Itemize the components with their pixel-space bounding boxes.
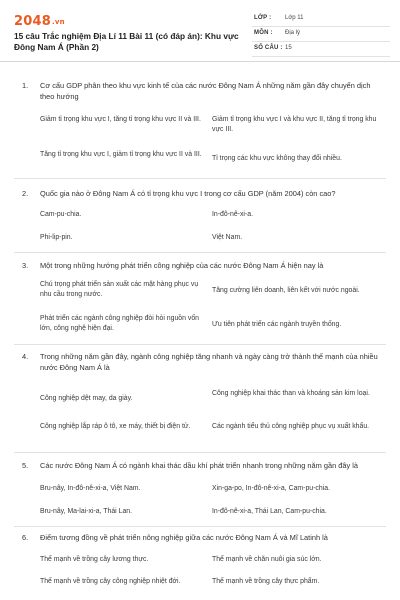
option-c[interactable]: Thế mạnh về trồng cây công nghiệp nhiệt đới. xyxy=(40,578,181,585)
option-a[interactable]: Giảm tỉ trọng khu vực I, tăng tỉ trọng khu vực II và III. xyxy=(40,116,201,123)
option-c[interactable]: Phát triển các ngành công nghiệp đòi hỏi nguồn vốn lớn, công nghệ hiện đại. xyxy=(40,315,199,332)
question-divider xyxy=(14,178,386,179)
question-number: 1. xyxy=(22,81,29,90)
option-d[interactable]: Việt Nam. xyxy=(212,234,243,241)
site-logo[interactable] xyxy=(14,14,65,29)
option-c[interactable]: Bru-nây, Ma-lai-xi-a, Thái Lan. xyxy=(40,508,133,515)
meta-label: MÔN : xyxy=(254,30,273,36)
option-d[interactable]: Thế mạnh về trồng cây thực phẩm. xyxy=(212,578,320,585)
meta-label: LỚP : xyxy=(254,15,272,21)
option-a[interactable]: Thế mạnh về trồng cây lương thực. xyxy=(40,556,149,563)
question-divider xyxy=(14,252,386,253)
option-b[interactable]: Xin-ga-po, In-đô-nê-xi-a, Cam-pu-chia. xyxy=(212,485,330,492)
option-a[interactable]: Chú trọng phát triển sản xuất các mặt hàng phục vụ nhu cầu trong nước. xyxy=(40,281,199,298)
logo-text: 2048 xyxy=(14,14,51,29)
logo-suffix: .vn xyxy=(51,18,65,26)
option-a[interactable]: Bru-nây, In-đô-nê-xi-a, Việt Nam. xyxy=(40,485,141,492)
option-c[interactable]: Tăng tỉ trọng khu vực I, giảm tỉ trọng khu vực II và III. xyxy=(40,151,202,158)
question-number: 3. xyxy=(22,261,29,270)
question-divider xyxy=(14,526,386,527)
meta-row-class xyxy=(252,12,390,27)
meta-row-count xyxy=(252,42,390,57)
question-text: Quốc gia nào ở Đông Nam Á có tỉ trọng khu vực I trong cơ cấu GDP (năm 2004) còn cao? xyxy=(40,189,336,198)
page-title: 15 câu Trắc nghiệm Địa Lí 11 Bài 11 (có đáp án): Khu vực Đông Nam Á (Phần 2) xyxy=(14,31,239,52)
question-text: Một trong những hướng phát triển công nghiệp của các nước Đông Nam Á hiện nay là xyxy=(40,261,324,270)
meta-label: SỐ CÂU : xyxy=(254,45,283,51)
meta-value: Địa lý xyxy=(285,30,301,36)
question-text: Cơ cấu GDP phân theo khu vực kinh tế của các nước Đông Nam Á những năm gần đây chuyển dịch theo hướng xyxy=(40,81,371,101)
option-b[interactable]: In-đô-nê-xi-a. xyxy=(212,211,253,218)
option-c[interactable]: Phi-lip-pin. xyxy=(40,234,73,241)
option-a[interactable]: Cam-pu-chia. xyxy=(40,211,82,218)
quiz-header xyxy=(0,0,400,62)
question-text: Điểm tương đồng về phát triển nông nghiệp giữa các nước Đông Nam Á và Mĩ Latinh là xyxy=(40,533,328,542)
option-d[interactable]: Các ngành tiểu thủ công nghiệp phục vụ xuất khẩu. xyxy=(212,423,370,430)
option-b[interactable]: Thế mạnh về chăn nuôi gia súc lớn. xyxy=(212,556,322,563)
question-divider xyxy=(14,344,386,345)
meta-value: 15 xyxy=(285,45,292,51)
option-a[interactable]: Công nghiệp dệt may, da giày. xyxy=(40,395,133,402)
option-d[interactable]: Tỉ trọng các khu vực không thay đổi nhiều. xyxy=(212,155,342,162)
question-text: Trong những năm gần đây, ngành công nghiệp tăng nhanh và ngày càng trở thành thế mạnh của nhiều nước Đông Nam Á là xyxy=(40,352,378,372)
option-b[interactable]: Giảm tỉ trọng khu vực I và khu vực II, tăng tỉ trọng khu vực III. xyxy=(212,116,377,133)
meta-value: Lớp 11 xyxy=(285,15,304,21)
quiz-meta xyxy=(252,12,390,57)
option-b[interactable]: Tăng cường liên doanh, liên kết với nước ngoài. xyxy=(212,287,360,294)
question-number: 4. xyxy=(22,352,29,361)
meta-row-subject xyxy=(252,27,390,42)
question-text: Các nước Đông Nam Á có ngành khai thác dầu khí phát triển nhanh trong những năm gần đây là xyxy=(40,461,358,470)
question-number: 6. xyxy=(22,533,29,542)
option-d[interactable]: Ưu tiên phát triển các ngành truyền thống. xyxy=(212,321,342,328)
option-c[interactable]: Công nghiệp lắp ráp ô tô, xe máy, thiết bị điện tử. xyxy=(40,423,191,430)
option-b[interactable]: Công nghiệp khai thác than và khoáng sản kim loại. xyxy=(212,390,370,397)
option-d[interactable]: In-đô-nê-xi-a, Thái Lan, Cam-pu-chia. xyxy=(212,508,327,515)
question-number: 2. xyxy=(22,189,29,198)
question-divider xyxy=(14,452,386,453)
question-number: 5. xyxy=(22,461,29,470)
